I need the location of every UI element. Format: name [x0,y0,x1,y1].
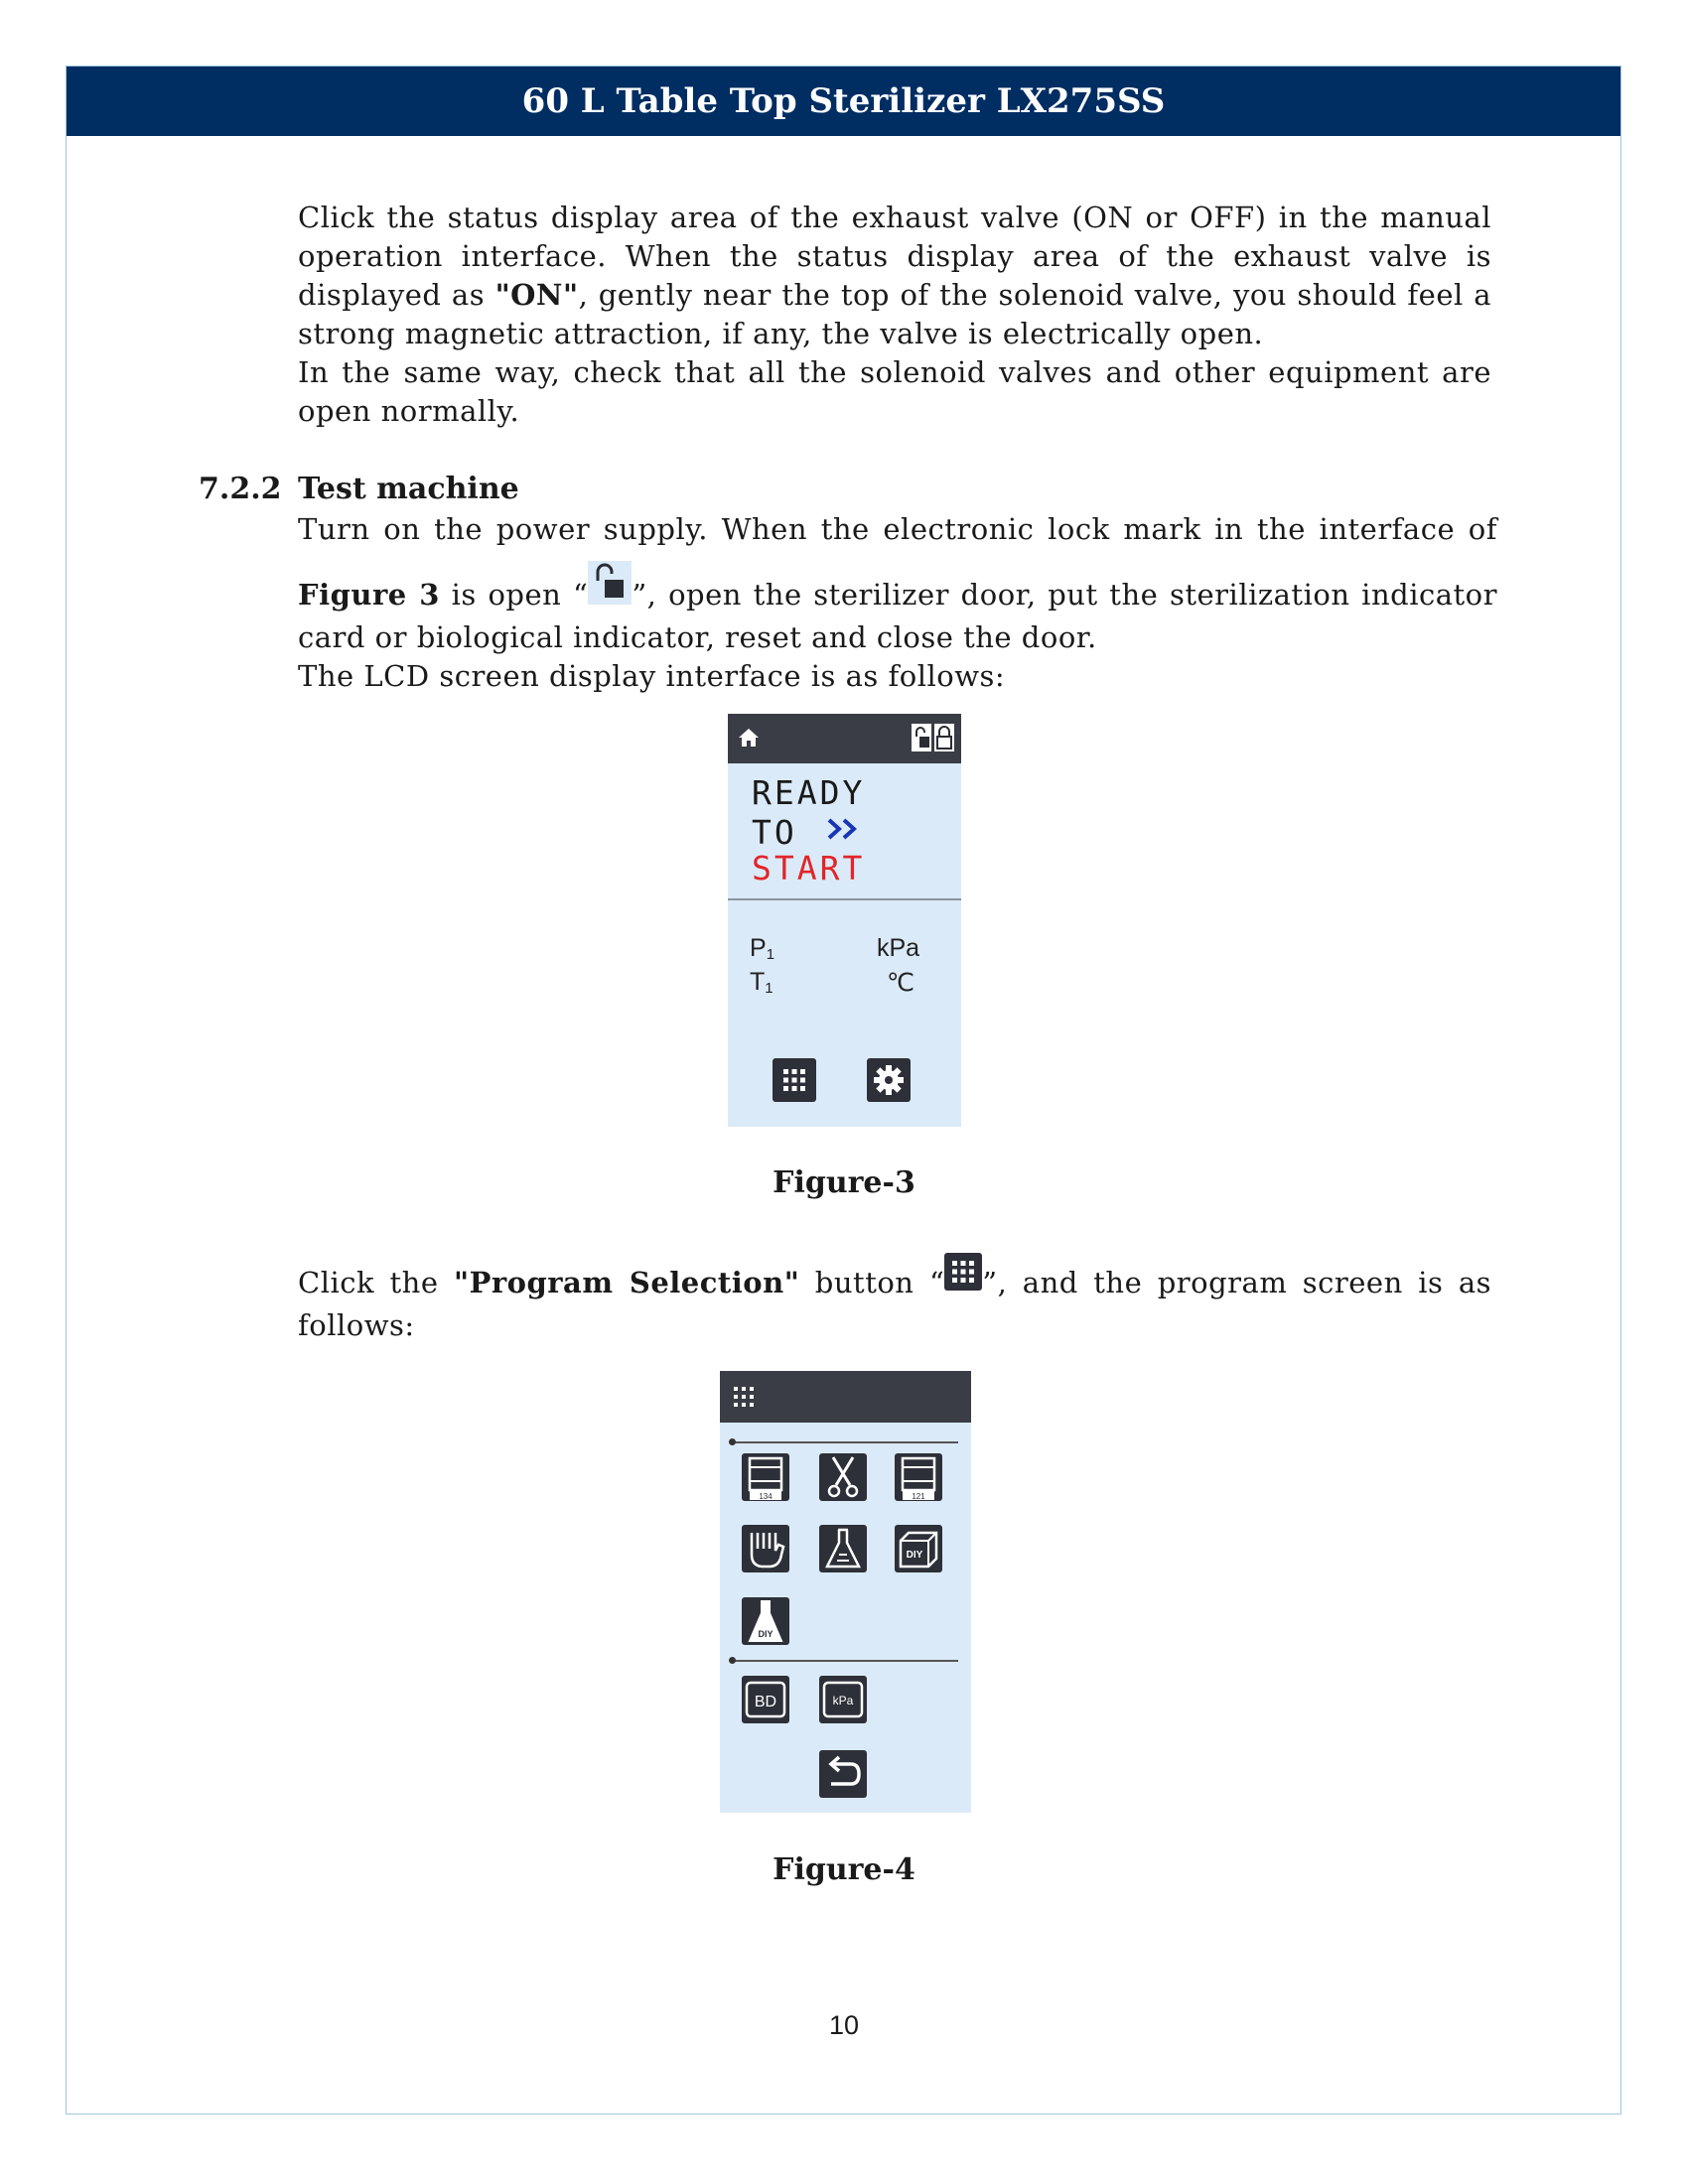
return-icon [819,1750,867,1798]
figure-4-caption: Figure-4 [773,1852,915,1887]
program-134-button[interactable] [742,1453,789,1501]
program-selection-bold: "Program Selection" [453,1266,800,1299]
diy-box-label: DIY [906,1550,923,1561]
program-text-3: ”, and the program screen is as follows: [298,1266,1492,1342]
program-selection-paragraph [298,1253,1491,1345]
locked-icon[interactable] [933,723,955,756]
diy-box-icon [895,1525,942,1572]
program-divider-top-dot [729,1438,736,1445]
pressure-label: $P_1$ [750,934,775,963]
program-instruments-button[interactable] [819,1453,867,1501]
program-grid-icon [732,1385,756,1413]
program-text-2: button “ [799,1266,945,1299]
home-icon[interactable] [737,726,761,753]
lcd-top-bar [728,714,961,763]
lcd-ready-screen [728,714,961,1127]
lcd-program-screen [720,1371,971,1813]
lcd-to-line [752,811,862,852]
program-grid-icon [944,1253,982,1306]
test-line-1: Turn on the power supply. When the electronic lock mark in the interface of [298,512,1497,546]
instruments-icon [819,1453,867,1501]
lcd-ready-text: READY [752,773,866,812]
program-121-label: 121 [912,1492,925,1501]
settings-button[interactable] [867,1058,911,1102]
program-divider-top [732,1441,958,1443]
intro-text-3: In the same way, check that all the solenoid valves and other equipment are open normally. [298,355,1491,428]
lcd-program-top-bar [720,1371,971,1423]
settings-gear-icon [867,1058,911,1102]
intro-text-2: , gently near the top of the solenoid valve, you should feel a strong magnetic attraction, if any, the valve is electrically open. [298,278,1491,350]
program-flask-button[interactable] [819,1525,867,1572]
test-text-open: is open “ [439,578,589,612]
program-121-icon [895,1453,942,1501]
unlocked-icon[interactable] [911,723,932,756]
program-text-1: Click the [298,1266,454,1299]
intro-on-bold: "ON" [494,278,579,312]
program-grid-icon [773,1058,816,1102]
program-134-label: 134 [759,1492,773,1501]
lcd-divider [728,898,961,900]
test-text-rest: ”, open the sterilizer door, put the sterilization indicator card or biological indicator, reset and close the door. [298,578,1497,654]
bd-test-label: BD [754,1694,777,1710]
chevron-right-icon [826,811,862,850]
section-title: Test machine [298,472,519,506]
diy-flask-label: DIY [758,1629,774,1639]
vacuum-test-button[interactable] [819,1676,867,1723]
program-divider-bottom [732,1660,958,1662]
lcd-to-text: TO [752,813,797,852]
diy-flask-icon [742,1597,789,1645]
vacuum-test-label: kPa [832,1694,854,1707]
bd-test-button[interactable] [742,1676,789,1723]
document-title: 60 L Table Top Sterilizer LX275SS [521,81,1166,121]
intro-paragraph [298,199,1491,431]
flask-icon [819,1525,867,1572]
figure-3-caption: Figure-3 [773,1165,915,1200]
program-diy-flask-button[interactable] [742,1597,789,1645]
temperature-unit: ℃ [887,969,915,997]
program-glove-button[interactable] [742,1525,789,1572]
lcd-start-text: START [752,849,866,887]
program-diy-box-button[interactable] [895,1525,942,1572]
section-heading [199,472,519,506]
temperature-label: $T_1$ [750,968,774,997]
program-121-button[interactable] [895,1453,942,1501]
glove-icon [742,1525,789,1572]
return-button[interactable] [819,1750,867,1798]
program-134-icon [742,1453,789,1501]
test-machine-paragraph [298,510,1497,696]
intro-text-1: Click the status display area of the exhaust valve (ON or OFF) in the manual operation interface. When the status display area of the exhaust valve is displayed as [298,201,1491,312]
document-header [67,67,1620,136]
vacuum-test-icon [819,1676,867,1723]
program-divider-bottom-dot [729,1657,736,1664]
pressure-unit: kPa [877,934,920,962]
section-number: 7.2.2 [199,472,282,506]
program-selection-button[interactable] [773,1058,816,1102]
figure-3-ref: Figure 3 [298,578,440,612]
test-text-lcd: The LCD screen display interface is as follows: [298,659,1006,693]
unlocked-icon [588,561,632,618]
bd-test-icon [742,1676,789,1723]
page-number: 10 [828,2010,860,2040]
